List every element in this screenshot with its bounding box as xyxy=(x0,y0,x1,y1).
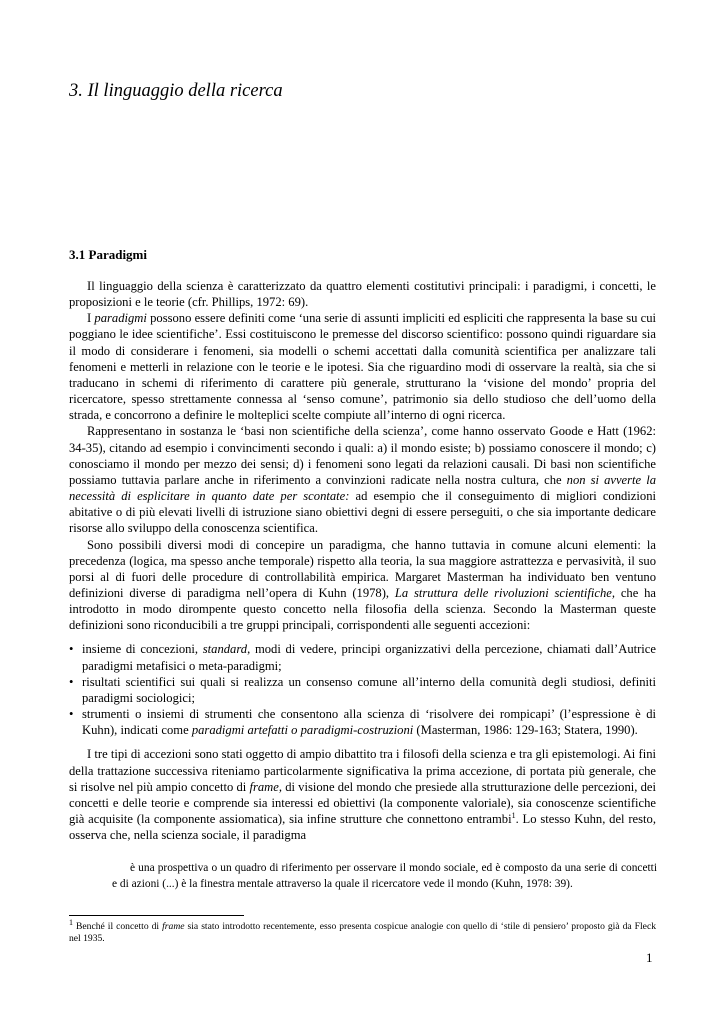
paragraph-5 xyxy=(69,746,656,843)
paragraph-3 xyxy=(69,423,656,536)
text-run: ad esempio che il conseguimento di migliori condizioni abitative o di più elevati livelli di istruzione siano obiettivi degni di essere perseguiti, o che sia importante dedicare risorse allo sviluppo della conoscenza scientifica. xyxy=(69,489,656,536)
emphasis-text: La struttura delle rivoluzioni scientifiche, xyxy=(394,585,616,600)
list-item xyxy=(69,706,656,738)
chapter-title: 3. Il linguaggio della ricerca xyxy=(69,81,283,101)
paragraph-4 xyxy=(69,537,656,634)
emphasis-text: paradigmi xyxy=(94,311,147,326)
emphasis-text: non si avverte la necessità di esplicitare in quanto date per scontate: xyxy=(69,472,656,504)
text-run: insieme di concezioni, xyxy=(82,642,203,657)
footnote-divider xyxy=(69,915,244,916)
list-item xyxy=(69,641,656,673)
text-run: strumenti o insiemi di strumenti che consentono alla scienza di ‘risolvere dei rompicapi’ (l’espressione è di Kuhn), indicati come xyxy=(82,707,656,738)
paragraph-2 xyxy=(69,310,656,423)
page-number: 1 xyxy=(646,950,653,965)
bullet-icon: • xyxy=(69,707,74,722)
text-run: (Masterman, 1986: 129-163; Statera, 1990). xyxy=(413,723,638,738)
text-run: di visione del mondo che presiede alla strutturazione delle percezioni, dei concetti e delle teorie e comprende sia interessi ed obiettivi (la componente valoriale), sia conoscenze scientifiche già acquisite (la componente assiomatica), sia infine strutture che connettono entrambi xyxy=(69,779,656,826)
bullet-icon: • xyxy=(69,642,74,657)
footnote-marker: 1 xyxy=(69,917,73,927)
text-run: I xyxy=(87,311,95,326)
text-run: , modi di vedere, principi organizzativi della percezione, chiamati dall’Autrice paradigmi metafisici o meta-paradigmi; xyxy=(82,642,656,673)
footnote-reference[interactable]: 1 xyxy=(511,810,516,820)
emphasis-text: frame xyxy=(162,921,185,932)
spacer xyxy=(69,633,656,641)
emphasis-text: standard xyxy=(202,642,248,657)
section-heading: 3.1 Paradigmi xyxy=(69,247,147,262)
text-run: che ha introdotto in modo dirompente questo concetto nella filosofia della scienza. Secondo la Masterman queste definizioni sono riconducibili a tre gruppi principali, corrispondenti alle seguenti accezioni: xyxy=(69,585,656,633)
list-item xyxy=(69,674,656,706)
text-run: Sono possibili diversi modi di concepire un paradigma, che hanno tuttavia in comune alcuni elementi: la precedenza (logica, ma spesso anche temporale) rispetto alla teoria, la sua maggiore astrattezza e pervasività, il suo porsi al di fuori delle procedure di controllabilità empirica. Margaret Masterman ha individuato ben ventuno definizioni diverse di paradigma nell’opera di Kuhn (1978), xyxy=(69,537,656,600)
emphasis-text: paradigmi artefatti o paradigmi-costruzioni xyxy=(191,723,414,738)
spacer xyxy=(69,738,656,746)
footnote xyxy=(69,917,656,945)
body-text xyxy=(69,278,656,843)
bullet-icon: • xyxy=(69,674,74,689)
text-run: possono essere definiti come ‘una serie di assunti impliciti ed espliciti che rappresenta la base su cui poggiano le idee scientifiche’. Essi costituiscono le premesse del discorso scientifico: possono quindi riguardare sia il modo di considerare i fenomeni, sia modelli o schemi accettati dalla comunità scientifica per analizzare tali fenomeni e metterli in relazione con le teorie e le ipotesi. Sia che riguardino modi di osservare la realtà, sia che si traducano in schemi di riferimento di carattere più generale, strutturano la ‘visione del mondo’ propria del ricercatore, spesso strettamente connessa al ‘senso comune’, patrimonio sia dello studioso che dell’uomo della strada, e concorrono a definire le molteplici scelte compiute all’interno di ogni ricerca. xyxy=(69,311,656,423)
emphasis-text: frame, xyxy=(249,779,282,794)
text-run: I tre tipi di accezioni sono stati oggetto di ampio dibattito tra i filosofi della scienza e tra gli epistemologi. Ai fini della trattazione successiva riteniamo particolarmente significativa la prima accezione, di portata più generale, che si risolve nel più ampio concetto di xyxy=(69,747,656,794)
block-quote: è una prospettiva o un quadro di riferimento per osservare il mondo sociale, ed è composto da una serie di concetti e di azioni (...) è la finestra mentale attraverso la quale il ricercatore vede il mondo (Kuhn, 1978: 39). xyxy=(112,862,657,890)
text-run: Benché il concetto di xyxy=(73,921,163,932)
paragraph-1: Il linguaggio della scienza è caratterizzato da quattro elementi costitutivi principali: i paradigmi, i concetti, le proposizioni e le teorie (cfr. Phillips, 1972: 69). xyxy=(69,279,656,310)
accezioni-list xyxy=(69,641,656,738)
text-run: Rappresentano in sostanza le ‘basi non scientifiche della scienza’, come hanno osservato Goode e Hatt (1962: 34-35), citando ad esempio i convincimenti secondo i quali: a) il mondo esiste; b) possiamo conoscere il mondo; c) conosciamo il mondo per mezzo dei sensi; d) i fenomeni sono legati da relazioni causali. Di basi non scientifiche possiamo tuttavia parlare anche in riferimento a convinzioni radicate nella nostra cultura, che xyxy=(69,424,656,487)
text-run: sia stato introdotto recentemente, esso presenta cospicue analogie con quello di ‘stile di pensiero’ proposto già da Fleck nel 1935. xyxy=(69,921,656,944)
text-run: risultati scientifici sui quali si realizza un consenso comune all’interno della comunità degli studiosi, definiti paradigmi sociologici; xyxy=(82,674,656,705)
text-run: . Lo stesso Kuhn, del resto, osserva che, nella scienza sociale, il paradigma xyxy=(69,812,656,843)
